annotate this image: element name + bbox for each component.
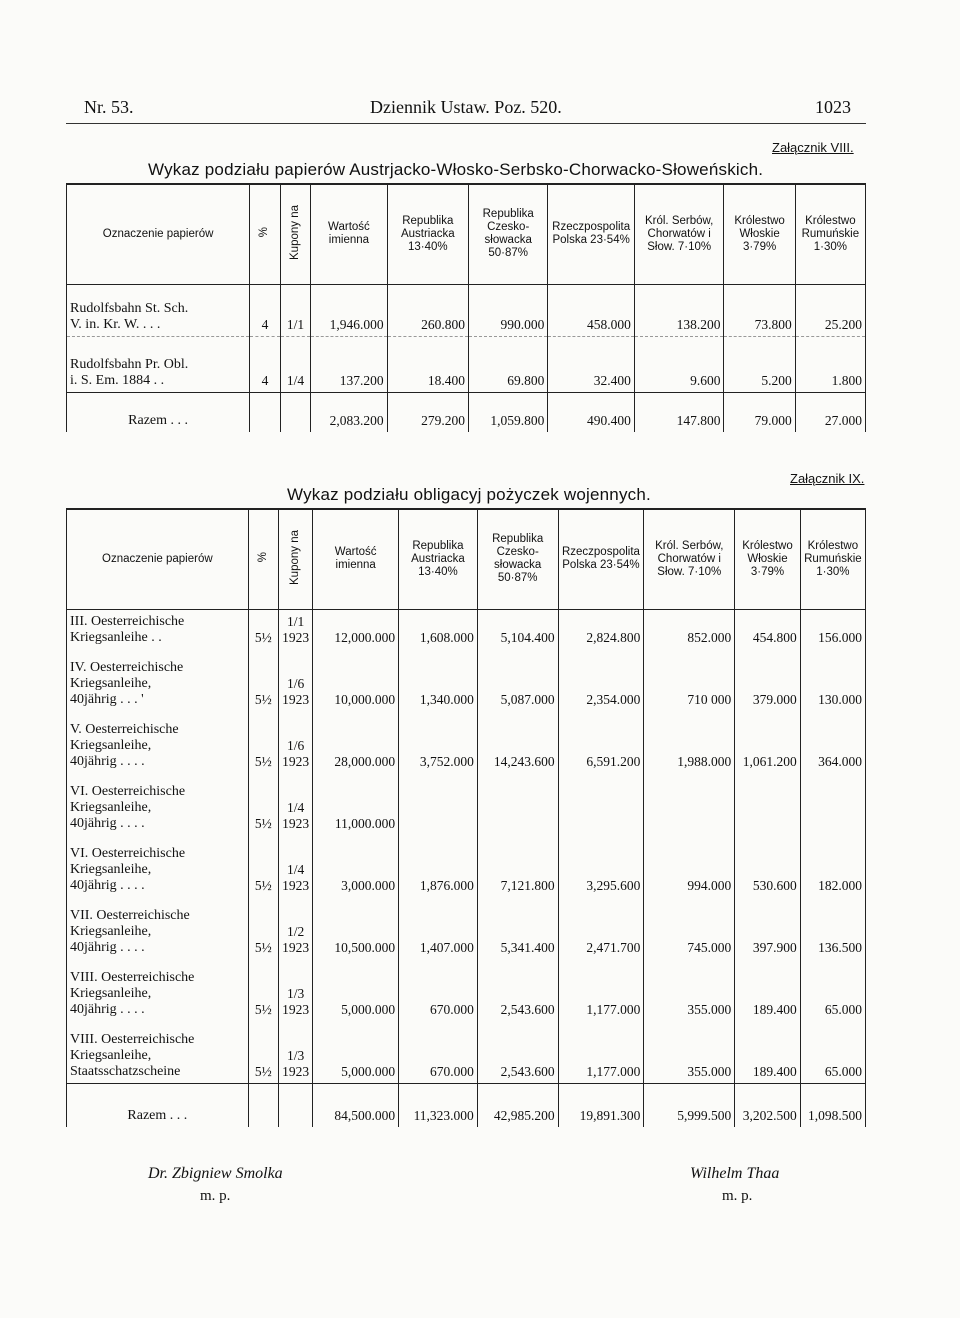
cell: 1,177.000	[558, 1021, 644, 1083]
row-name: V. Oesterreichische Kriegsanleihe, 40jährig . . . .	[67, 711, 249, 773]
col-austria: Republika Austriacka 13·40%	[399, 509, 478, 609]
table-row	[67, 711, 866, 773]
journal-title: Dziennik Ustaw. Poz. 520.	[370, 97, 562, 117]
col-kupony: Kupony na	[278, 509, 312, 609]
col-poland: Rzeczpospolita Polska 23·54%	[558, 509, 644, 609]
cell: 136.500	[818, 940, 862, 955]
row-name: VI. Oesterreichische Kriegsanleihe, 40jährig . . . .	[67, 835, 249, 897]
cell: 6,591.200	[558, 711, 644, 773]
col-kupony: Kupony na	[280, 184, 311, 284]
cell: 18.400	[387, 336, 468, 392]
cell	[644, 773, 735, 835]
cell-pct: 4	[250, 336, 281, 392]
cell-kupony: 1/4 1923	[278, 773, 312, 835]
cell-pct: 5½	[248, 609, 278, 649]
cell: 3,295.600	[558, 835, 644, 897]
cell: 3,752.000	[399, 711, 478, 773]
cell: 2,471.700	[558, 897, 644, 959]
cell-pct: 5½	[248, 649, 278, 711]
signature-left-title: m. p.	[200, 1188, 231, 1204]
cell: 137.200	[311, 336, 387, 392]
row-name: IV. Oesterreichische Kriegsanleihe, 40jährig . . . '	[67, 649, 249, 711]
cell: 28,000.000	[313, 711, 399, 773]
cell: 2,543.600	[477, 1021, 558, 1083]
cell: 182.000	[818, 878, 862, 893]
cell-kupony: 1/3 1923	[278, 1021, 312, 1083]
cell-pct: 5½	[248, 1021, 278, 1083]
annex-ix-title: Wykaz podziału obligacyj pożyczek wojennych.	[287, 485, 651, 504]
col-czechoslovakia: Republika Czesko-słowacka 50·87%	[469, 184, 548, 284]
cell: 852.000	[644, 609, 735, 649]
header-rule	[66, 123, 866, 124]
signature-left-name: Dr. Zbigniew Smolka	[148, 1165, 283, 1182]
cell	[399, 773, 478, 835]
cell-kupony: 1/1	[280, 284, 311, 336]
table-row	[67, 284, 866, 336]
cell: 5,000.000	[313, 959, 399, 1021]
cell	[477, 773, 558, 835]
cell: 189.400	[735, 959, 801, 1021]
cell: 2,083.200	[311, 392, 387, 432]
signature-right-name: Wilhelm Thaa	[690, 1165, 780, 1182]
cell-pct: 5½	[248, 835, 278, 897]
cell: 994.000	[644, 835, 735, 897]
cell-kupony: 1/3 1923	[278, 959, 312, 1021]
col-czechoslovakia: Republika Czesko-słowacka 50·87%	[477, 509, 558, 609]
col-austria: Republika Austriacka 13·40%	[387, 184, 468, 284]
page-number-left: Nr. 53.	[84, 97, 134, 117]
col-wartosc: Wartość imienna	[311, 184, 387, 284]
cell: 147.800	[634, 392, 724, 432]
cell: 355.000	[644, 959, 735, 1021]
cell: 69.800	[469, 336, 548, 392]
cell: 1,946.000	[311, 284, 387, 336]
cell: 710 000	[644, 649, 735, 711]
cell: 32.400	[548, 336, 635, 392]
cell: 5,087.000	[477, 649, 558, 711]
cell: 990.000	[469, 284, 548, 336]
cell-kupony	[278, 1083, 312, 1127]
col-oznaczenie: Oznaczenie papierów	[67, 184, 250, 284]
cell: 156.000	[818, 630, 862, 645]
cell: 65.000	[824, 1002, 862, 1017]
annex-viii-label: Załącznik VIII.	[772, 140, 854, 155]
col-wartosc: Wartość imienna	[313, 509, 399, 609]
row-name: VIII. Oesterreichische Kriegsanleihe, Staatsschatzscheine	[67, 1021, 249, 1083]
cell: 454.800	[735, 609, 801, 649]
totals-row	[67, 1083, 866, 1127]
cell-kupony: 1/2 1923	[278, 897, 312, 959]
row-name: VIII. Oesterreichische Kriegsanleihe, 40jährig . . . .	[67, 959, 249, 1021]
cell: 1,059.800	[469, 392, 548, 432]
cell: 364.000	[818, 754, 862, 769]
cell-pct: 4	[250, 284, 281, 336]
cell-pct: 5½	[248, 959, 278, 1021]
cell: 260.800	[387, 284, 468, 336]
table-header-row	[67, 184, 866, 284]
cell-kupony: 1/6 1923	[278, 711, 312, 773]
signature-right-title: m. p.	[722, 1188, 753, 1204]
annex-ix-label: Załącznik IX.	[790, 471, 865, 486]
cell: 397.900	[735, 897, 801, 959]
cell: 1,061.200	[735, 711, 801, 773]
cell: 490.400	[548, 392, 635, 432]
totals-row	[67, 392, 866, 432]
cell: 5,341.400	[477, 897, 558, 959]
cell: 27.000	[795, 392, 865, 432]
cell: 12,000.000	[313, 609, 399, 649]
cell-pct	[248, 1083, 278, 1127]
cell: 189.400	[735, 1021, 801, 1083]
cell: 5.200	[724, 336, 795, 392]
cell: 73.800	[724, 284, 795, 336]
cell: 25.200	[824, 316, 862, 332]
col-poland: Rzeczpospolita Polska 23·54%	[548, 184, 635, 284]
cell: 5,104.400	[477, 609, 558, 649]
cell: 10,000.000	[313, 649, 399, 711]
cell: 1.800	[795, 336, 865, 392]
cell: 530.600	[735, 835, 801, 897]
row-name: VII. Oesterreichische Kriegsanleihe, 40jährig . . . .	[67, 897, 249, 959]
row-name: III. Oesterreichische Kriegsanleihe . .	[67, 609, 249, 649]
cell: 14,243.600	[477, 711, 558, 773]
cell: 1,407.000	[399, 897, 478, 959]
cell: 3,000.000	[313, 835, 399, 897]
cell: 7,121.800	[477, 835, 558, 897]
cell: 79.000	[724, 392, 795, 432]
row-name: Razem . . .	[67, 392, 250, 432]
cell: 11,323.000	[399, 1083, 478, 1127]
cell: 2,543.600	[477, 959, 558, 1021]
cell: 279.200	[387, 392, 468, 432]
col-percent: %	[248, 509, 278, 609]
row-name: Razem . . .	[67, 1083, 249, 1127]
cell: 1,876.000	[399, 835, 478, 897]
cell: 1,608.000	[399, 609, 478, 649]
cell: 1,098.500	[800, 1083, 865, 1127]
annex-viii-table	[66, 183, 866, 432]
cell: 84,500.000	[313, 1083, 399, 1127]
cell: 1,988.000	[644, 711, 735, 773]
cell: 1,177.000	[558, 959, 644, 1021]
cell: 458.000	[548, 284, 635, 336]
cell-pct: 5½	[248, 711, 278, 773]
row-name: Rudolfsbahn St. Sch. V. in. Kr. W. . . .	[67, 284, 250, 336]
cell: 10,500.000	[313, 897, 399, 959]
cell-kupony: 1/1 1923	[278, 609, 312, 649]
table-row	[67, 897, 866, 959]
cell: 42,985.200	[477, 1083, 558, 1127]
cell: 11,000.000	[313, 773, 399, 835]
col-percent: %	[250, 184, 281, 284]
table-row	[67, 773, 866, 835]
cell-kupony: 1/6 1923	[278, 649, 312, 711]
cell-pct: 5½	[248, 897, 278, 959]
col-sch: Król. Serbów, Chorwatów i Słow. 7·10%	[644, 509, 735, 609]
cell-kupony	[280, 392, 311, 432]
annex-ix-table	[66, 508, 866, 1127]
table-row	[67, 336, 866, 392]
row-name: VI. Oesterreichische Kriegsanleihe, 40jährig . . . .	[67, 773, 249, 835]
cell: 1,340.000	[399, 649, 478, 711]
cell: 5,999.500	[644, 1083, 735, 1127]
cell: 5,000.000	[313, 1021, 399, 1083]
cell: 745.000	[644, 897, 735, 959]
table-row	[67, 1021, 866, 1083]
cell	[735, 773, 801, 835]
cell: 670.000	[399, 1021, 478, 1083]
cell: 19,891.300	[558, 1083, 644, 1127]
col-italy: Królestwo Włoskie 3·79%	[724, 184, 795, 284]
cell-pct: 5½	[248, 773, 278, 835]
cell	[558, 773, 644, 835]
cell: 670.000	[399, 959, 478, 1021]
table-row	[67, 835, 866, 897]
cell: 65.000	[824, 1063, 862, 1079]
table-row	[67, 959, 866, 1021]
col-romania: Królestwo Rumuńskie 1·30%	[800, 509, 865, 609]
cell-kupony: 1/4 1923	[278, 835, 312, 897]
cell: 138.200	[634, 284, 724, 336]
table-row	[67, 649, 866, 711]
page-number-right: 1023	[815, 97, 851, 117]
table-row	[67, 609, 866, 649]
cell: 130.000	[818, 692, 862, 707]
cell: 9.600	[634, 336, 724, 392]
row-name: Rudolfsbahn Pr. Obl. i. S. Em. 1884 . .	[67, 336, 250, 392]
cell: 3,202.500	[735, 1083, 801, 1127]
cell-kupony: 1/4	[280, 336, 311, 392]
col-italy: Królestwo Włoskie 3·79%	[735, 509, 801, 609]
cell: 379.000	[735, 649, 801, 711]
col-romania: Królestwo Rumuńskie 1·30%	[795, 184, 865, 284]
col-sch: Król. Serbów, Chorwatów i Słow. 7·10%	[634, 184, 724, 284]
table-header-row	[67, 509, 866, 609]
cell	[800, 773, 865, 835]
annex-viii-title: Wykaz podziału papierów Austrjacko-Włosko-Serbsko-Chorwacko-Słoweńskich.	[148, 160, 764, 179]
cell: 355.000	[644, 1021, 735, 1083]
cell: 2,354.000	[558, 649, 644, 711]
cell: 2,824.800	[558, 609, 644, 649]
cell-pct	[250, 392, 281, 432]
col-oznaczenie: Oznaczenie papierów	[67, 509, 249, 609]
